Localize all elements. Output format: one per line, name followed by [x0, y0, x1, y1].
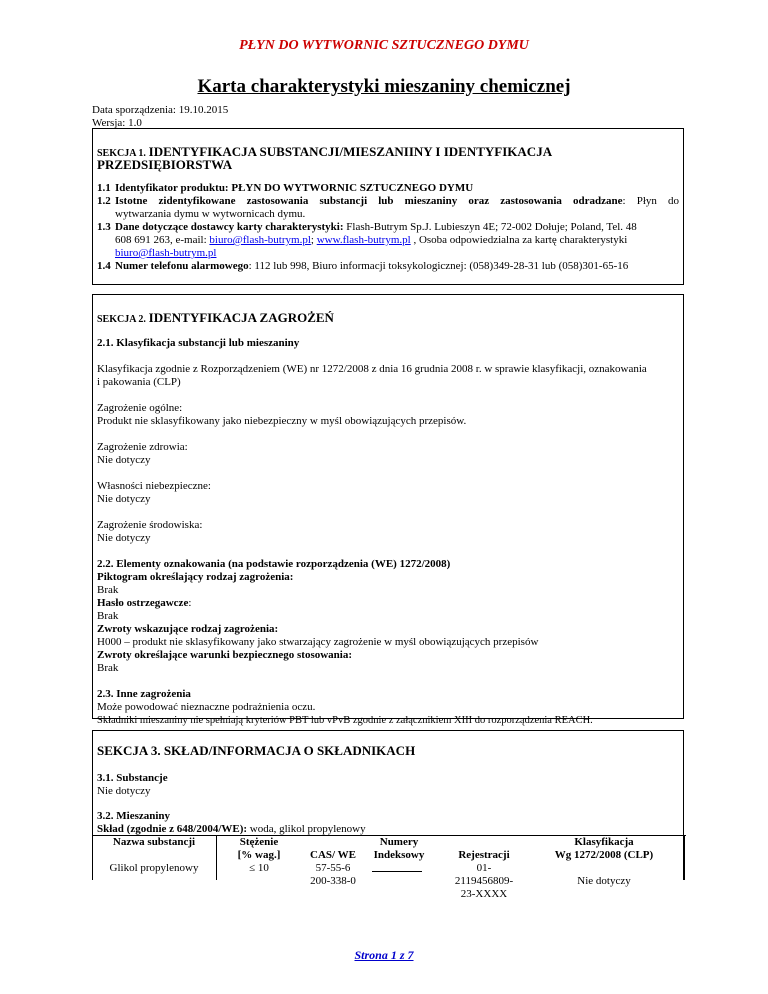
col-substance-name: Nazwa substancji: [112, 836, 196, 848]
col-index: Indeksowy: [373, 849, 425, 861]
product-identifier: Identyfikator produktu: PŁYN DO WYTWORNIC SZTUCZNEGO DYMU: [115, 182, 474, 194]
row-cas: 57-55-6: [315, 862, 351, 874]
row-registration: 01-: [476, 862, 492, 874]
signal-word-value: Brak: [97, 610, 119, 622]
document-title: Karta charakterystyki mieszaniny chemicznej: [197, 76, 571, 97]
hazard-statements-value: H000 – produkt nie sklasyfikowany jako stwarzający zagrożenie w myśl obowiązujących przepisów: [97, 636, 539, 648]
row-substance-name: Glikol propylenowy: [109, 862, 199, 874]
health-hazard-value: Nie dotyczy: [97, 454, 151, 466]
item-number: 1.2: [97, 195, 111, 207]
pictogram-value: Brak: [97, 584, 119, 596]
version: Wersja: 1.0: [92, 117, 142, 129]
supplier-website-link[interactable]: www.flash-butrym.pl: [316, 234, 411, 246]
composition-line: Skład (zgodnie z 648/2004/WE): woda, glikol propylenowy: [97, 823, 366, 835]
row-registration-cont2: 23-XXXX: [460, 888, 508, 900]
responsible-email-link[interactable]: biuro@flash-butrym.pl: [115, 247, 217, 259]
col-registration: Rejestracji: [458, 849, 510, 861]
classification-text: Klasyfikacja zgodnie z Rozporządzeniem (WE) nr 1272/2008 z dnia 16 grudnia 2008 r. w sprawie klasyfikacji, oznakowania: [97, 363, 647, 375]
section-1-heading-cont: PRZEDSIĘBIORSTWA: [97, 157, 233, 172]
subsection-2-2-heading: 2.2. Elementy oznakowania (na podstawie rozporządzenia (WE) 1272/2008): [97, 558, 451, 570]
section-2-heading: SEKCJA 2. IDENTYFIKACJA ZAGROŻEŃ: [97, 310, 334, 325]
row-classification: Nie dotyczy: [577, 875, 631, 887]
section-3-heading: SEKCJA 3. SKŁAD/INFORMACJA O SKŁADNIKACH: [97, 743, 416, 758]
other-hazards-text-cont: Składniki mieszaniny nie spełniają kryteriów PBT lub vPvB zgodnie z załącznikiem XIII do rozporządzenia REACH.: [97, 715, 593, 726]
environmental-hazard-value: Nie dotyczy: [97, 532, 151, 544]
supplier-details-cont2: [115, 247, 216, 260]
precautionary-statements-value: Brak: [97, 662, 119, 674]
general-hazard-value: Produkt nie sklasyfikowany jako niebezpieczny w myśl obowiązujących przepisów.: [97, 415, 467, 427]
other-hazards-text: Może powodować nieznaczne podrażnienia oczu.: [97, 701, 316, 713]
col-classification-reg: Wg 1272/2008 (CLP): [554, 849, 654, 861]
substances-value: Nie dotyczy: [97, 785, 151, 797]
col-classification: Klasyfikacja: [574, 836, 634, 848]
supplier-email-link[interactable]: biuro@flash-butrym.pl: [209, 234, 311, 246]
environmental-hazard-label: Zagrożenie środowiska:: [97, 519, 203, 531]
dangerous-properties-label: Własności niebezpieczne:: [97, 480, 211, 492]
subsection-2-1-heading: 2.1. Klasyfikacja substancji lub mieszaniny: [97, 337, 300, 349]
row-we: 200-338-0: [310, 875, 356, 887]
row-concentration: ≤ 10: [249, 862, 269, 874]
col-numbers: Numery: [379, 836, 419, 848]
classification-text-cont: i pakowania (CLP): [97, 376, 181, 388]
identified-uses-cont: wytwarzania dymu w wytwornicach dymu.: [115, 208, 306, 220]
col-concentration: Stężenie: [239, 836, 279, 848]
supplier-details-cont: 608 691 263, e-mail: biuro@flash-butrym.pl; www.flash-butrym.pl , Osoba odpowiedzialna za kartę charakterystyki: [115, 234, 628, 246]
supplier-details: Dane dotyczące dostawcy karty charakterystyki: Flash-Butrym Sp.J. Lubieszyn 4E; 72-002 Dołuje; Poland, Tel. 48: [115, 221, 637, 233]
col-concentration-unit: [% wag.]: [237, 849, 281, 861]
subsection-3-2-heading: 3.2. Mieszaniny: [97, 810, 171, 822]
section-2-box: [92, 294, 684, 726]
emergency-phone: Numer telefonu alarmowego: 112 lub 998, Biuro informacji toksykologicznej: (058)349-28-31 lub (058)301-65-16: [115, 260, 629, 272]
row-registration-cont: 2119456809-: [454, 875, 514, 887]
item-number: 1.1: [97, 182, 111, 194]
precautionary-statements-label: Zwroty określające warunki bezpiecznego stosowania:: [97, 649, 353, 661]
document-header: PŁYN DO WYTWORNIC SZTUCZNEGO DYMU: [239, 38, 529, 53]
pictogram-label: Piktogram określający rodzaj zagrożenia:: [97, 571, 294, 583]
signal-word-label: Hasło ostrzegawcze:: [97, 597, 192, 609]
health-hazard-label: Zagrożenie zdrowia:: [97, 441, 188, 453]
section-1-box: [92, 128, 684, 285]
general-hazard-label: Zagrożenie ogólne:: [97, 402, 183, 414]
identified-uses: Istotne zidentyfikowane zastosowania substancji lub mieszaniny oraz zastosowania odradzane: Płyn do: [115, 195, 679, 207]
item-number: 1.3: [97, 221, 111, 233]
col-cas-we: CAS/ WE: [310, 849, 356, 861]
table-column-divider: [684, 835, 685, 880]
date-prepared: Data sporządzenia: 19.10.2015: [92, 104, 229, 116]
item-number: 1.4: [97, 260, 111, 272]
section-1-heading: SEKCJA 1. IDENTYFIKACJA SUBSTANCJI/MIESZANIINY I IDENTYFIKACJA: [97, 144, 553, 159]
subsection-2-3-heading: 2.3. Inne zagrożenia: [97, 688, 191, 700]
dangerous-properties-value: Nie dotyczy: [97, 493, 151, 505]
subsection-3-1-heading: 3.1. Substancje: [97, 772, 168, 784]
page-number: Strona 1 z 7: [354, 948, 414, 962]
index-number-dash: [372, 871, 422, 872]
hazard-statements-label: Zwroty wskazujące rodzaj zagrożenia:: [97, 623, 279, 635]
